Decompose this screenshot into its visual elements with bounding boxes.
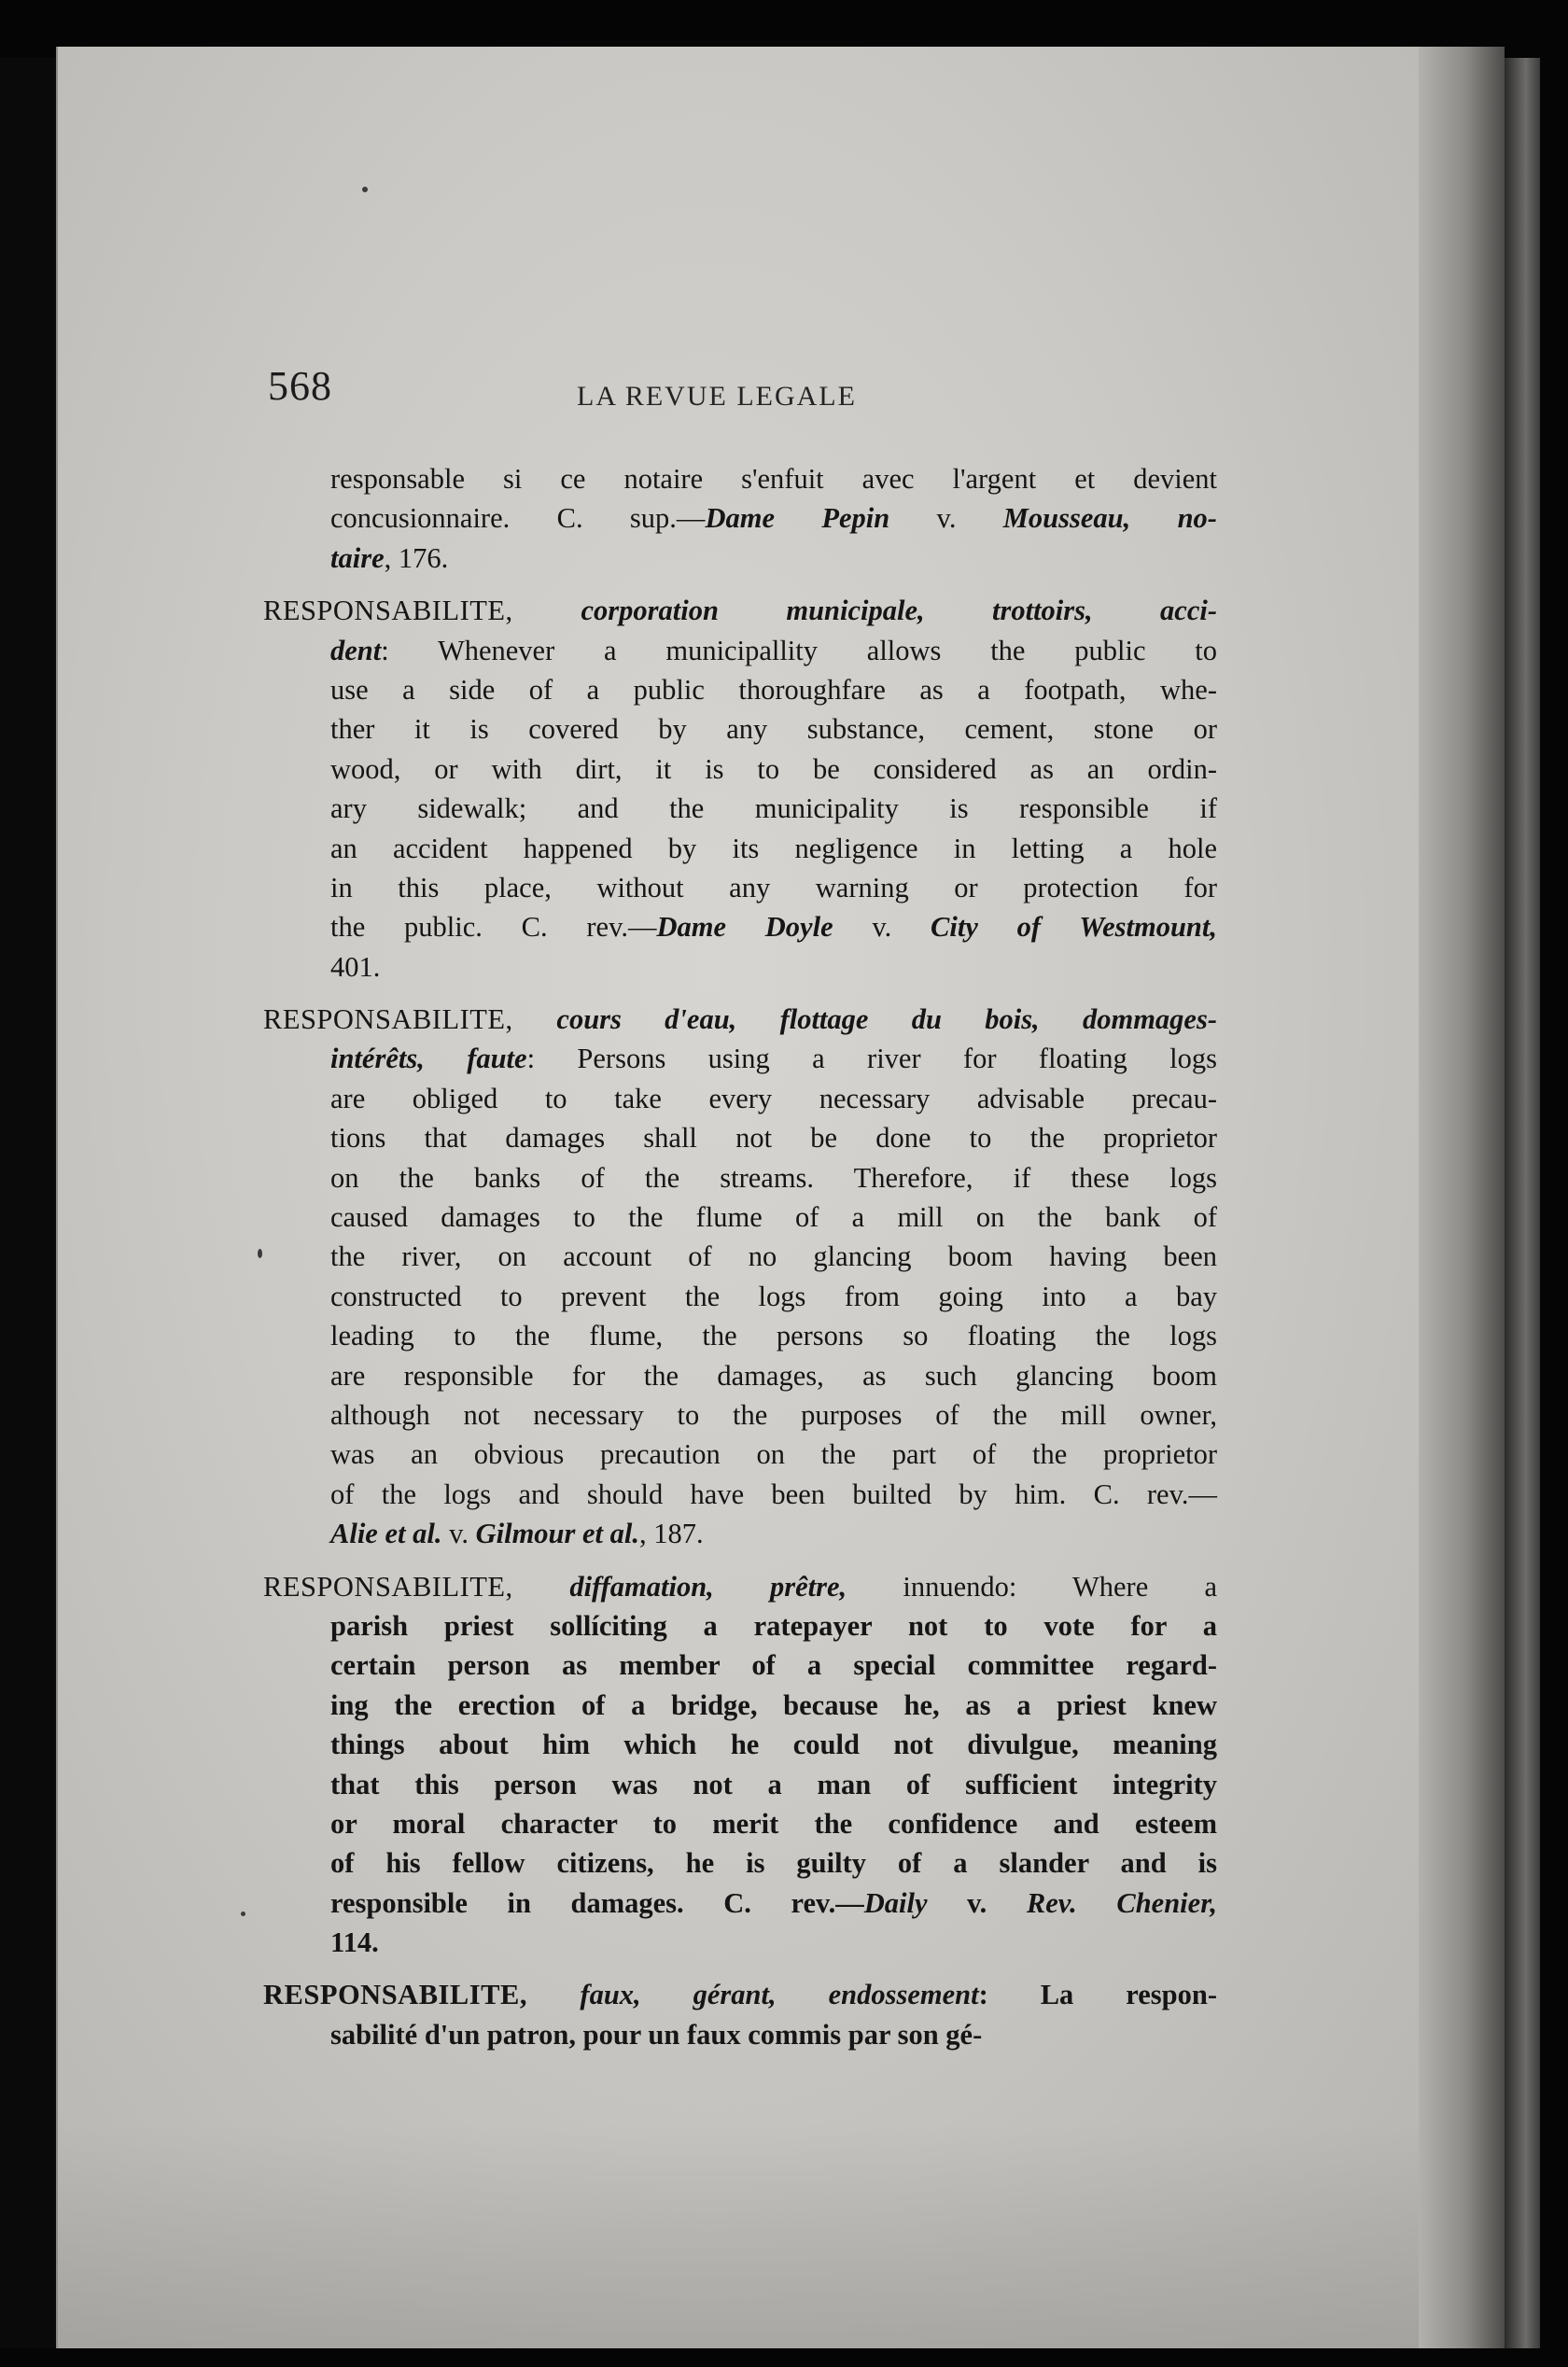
text-segment: Gilmour et al.	[475, 1518, 639, 1550]
text-segment: , 176.	[384, 541, 449, 574]
entry-heading: RESPONSABILITE,	[263, 1979, 581, 2011]
text-segment: on the banks of the streams. Therefore, if these logs	[330, 1161, 1217, 1194]
digest-body	[263, 459, 1217, 2054]
entry-line	[263, 1475, 1217, 1514]
text-segment: caused damages to the flume of a mill on the bank of	[330, 1201, 1217, 1234]
entry-line	[263, 1843, 1217, 1883]
entry-line	[263, 1000, 1217, 1039]
text-segment: or moral character to merit the confidence and esteem	[330, 1807, 1217, 1840]
entry-line	[263, 1237, 1217, 1276]
digest-entry	[263, 1000, 1217, 1553]
text-segment: Dame Doyle	[656, 911, 833, 944]
entry-line	[263, 1606, 1217, 1646]
entry-line	[263, 2015, 1217, 2054]
text-segment: that this person was not a man of sufficient integrity	[330, 1768, 1217, 1800]
text-segment: v.	[441, 1518, 476, 1550]
text-segment: innuendo: Where a	[847, 1570, 1217, 1603]
entry-line	[263, 907, 1217, 946]
digest-entry	[263, 1567, 1217, 1963]
text-segment: v.	[927, 1886, 1027, 1919]
entry-heading: RESPONSABILITE,	[263, 1003, 557, 1036]
entry-line	[263, 947, 1217, 987]
text-segment: v.	[833, 911, 931, 944]
text-segment: : La respon-	[978, 1979, 1217, 2011]
text-segment: use a side of a public thoroughfare as a footpath, whe-	[330, 673, 1217, 706]
ink-speck	[258, 1249, 262, 1258]
text-segment: parish priest sollíciting a ratepayer not to vote for a	[330, 1609, 1217, 1642]
entry-line	[263, 709, 1217, 749]
text-segment: concusionnaire. C. sup.—	[330, 502, 706, 535]
entry-line	[263, 749, 1217, 789]
entry-line	[263, 1975, 1217, 2014]
entry-heading: RESPONSABILITE,	[263, 595, 581, 627]
text-segment: wood, or with dirt, it is to be considered as an ordin-	[330, 752, 1217, 785]
text-segment: are responsible for the damages, as such glancing boom	[330, 1359, 1217, 1392]
digest-entry	[263, 1975, 1217, 2054]
entry-line	[263, 1567, 1217, 1606]
text-segment: : Persons using a river for floating logs	[526, 1043, 1217, 1075]
digest-entry	[263, 459, 1217, 578]
entry-line	[263, 1316, 1217, 1355]
text-segment: was an obvious precaution on the part of the proprietor	[330, 1438, 1217, 1471]
text-segment: taire	[330, 541, 385, 574]
text-segment: of his fellow citizens, he is guilty of a slander and is	[330, 1847, 1217, 1880]
text-segment: corporation municipale, trottoirs, acci-	[581, 595, 1217, 627]
entry-line	[263, 631, 1217, 670]
entry-line	[263, 1765, 1217, 1804]
entry-line	[263, 1356, 1217, 1395]
text-segment: faux, gérant, endossement	[580, 1979, 979, 2011]
entry-gap	[263, 1962, 1217, 1975]
page-gutter	[1419, 47, 1505, 2348]
text-segment: responsible in damages. C. rev.—	[330, 1886, 864, 1919]
text-segment: diffamation, prêtre,	[569, 1570, 847, 1603]
text-segment: dent	[330, 634, 382, 666]
entry-line	[263, 539, 1217, 578]
scan-border-right	[1540, 0, 1568, 2367]
text-segment: tions that damages shall not be done to the proprietor	[330, 1122, 1217, 1155]
entry-line	[263, 1118, 1217, 1157]
entry-gap	[263, 1554, 1217, 1567]
ink-speck	[241, 1912, 245, 1916]
text-segment: City of Westmount,	[931, 911, 1217, 944]
text-segment: certain person as member of a special committee regard-	[330, 1649, 1217, 1682]
entry-line	[263, 498, 1217, 538]
entry-line	[263, 1435, 1217, 1474]
entry-line	[263, 868, 1217, 907]
text-segment: Alie et al.	[330, 1518, 442, 1550]
entry-line	[263, 829, 1217, 868]
text-segment: cours d'eau, flottage du bois, dommages-	[556, 1003, 1217, 1036]
page-number: 568	[268, 363, 332, 409]
text-segment: an accident happened by its negligence in letting a hole	[330, 832, 1217, 864]
text-segment: 401.	[330, 950, 381, 983]
text-segment: ary sidewalk; and the municipality is responsible if	[330, 792, 1217, 825]
entry-line	[263, 459, 1217, 498]
digest-entry	[263, 591, 1217, 987]
text-segment: things about him which he could not divulgue, meaning	[330, 1729, 1217, 1761]
text-segment: , 187.	[639, 1518, 704, 1550]
text-segment: are obliged to take every necessary advisable precau-	[330, 1082, 1217, 1114]
entry-line	[263, 591, 1217, 630]
ink-speck	[362, 187, 368, 192]
running-title: LA REVUE LEGALE	[577, 381, 857, 412]
entry-line	[263, 1514, 1217, 1553]
text-segment: Rev. Chenier,	[1026, 1886, 1218, 1919]
text-segment: constructed to prevent the logs from going into a bay	[330, 1280, 1217, 1312]
entry-line	[263, 1039, 1217, 1078]
text-segment: Mousseau, no-	[1002, 502, 1217, 535]
entry-line	[263, 789, 1217, 828]
text-segment: ther it is covered by any substance, cement, stone or	[330, 713, 1217, 746]
entry-gap	[263, 578, 1217, 591]
text-segment: Daily	[863, 1886, 928, 1919]
text-segment: although not necessary to the purposes of the mill owner,	[330, 1398, 1217, 1431]
entry-line	[263, 1646, 1217, 1685]
entry-line	[263, 670, 1217, 709]
entry-line	[263, 1804, 1217, 1843]
text-segment: : Whenever a municipallity allows the public to	[381, 634, 1217, 666]
entry-line	[263, 1198, 1217, 1237]
text-segment: sabilité d'un patron, pour un faux commis par son gé-	[330, 2018, 983, 2051]
entry-line	[263, 1923, 1217, 1962]
entry-heading: RESPONSABILITE,	[263, 1570, 570, 1603]
text-segment: Dame Pepin	[705, 502, 890, 535]
entry-line	[263, 1395, 1217, 1435]
text-segment: in this place, without any warning or protection for	[330, 871, 1217, 903]
text-segment: the river, on account of no glancing boom having been	[330, 1240, 1217, 1273]
entry-line	[263, 1725, 1217, 1764]
entry-line	[263, 1884, 1217, 1923]
scan-border-bottom	[0, 2348, 1568, 2367]
entry-line	[263, 1079, 1217, 1118]
text-segment: ing the erection of a bridge, because he, as a priest knew	[330, 1688, 1217, 1721]
facing-page-edge	[1505, 58, 1540, 2348]
text-segment: intérêts, faute	[330, 1043, 527, 1075]
entry-line	[263, 1686, 1217, 1725]
entry-line	[263, 1277, 1217, 1316]
text-segment: the public. C. rev.—	[330, 911, 657, 944]
text-segment: 114.	[330, 1926, 379, 1959]
entry-line	[263, 1158, 1217, 1198]
text-segment: responsable si ce notaire s'enfuit avec l'argent et devient	[330, 463, 1217, 495]
text-segment: of the logs and should have been builted by him. C. rev.—	[330, 1478, 1217, 1510]
text-segment: v.	[889, 502, 1003, 535]
entry-gap	[263, 987, 1217, 1000]
text-segment: leading to the flume, the persons so floating the logs	[330, 1320, 1217, 1352]
